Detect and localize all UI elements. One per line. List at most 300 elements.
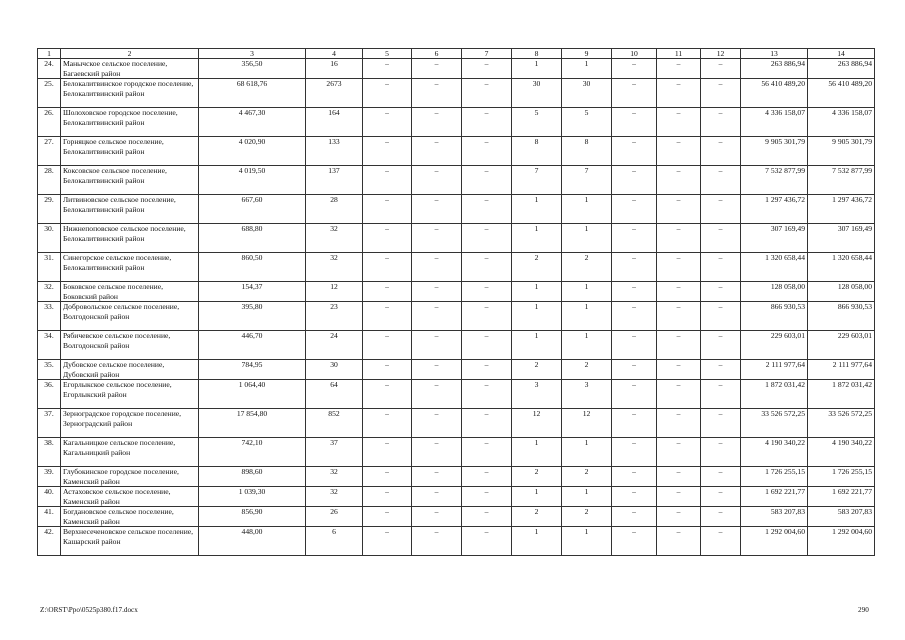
col-12-value: –: [701, 507, 741, 527]
col-10-value: –: [612, 108, 657, 137]
col-14-value: 56 410 489,20: [808, 79, 875, 108]
col-12-value: –: [701, 380, 741, 409]
col-6-value: –: [412, 467, 462, 487]
col-10-value: –: [612, 137, 657, 166]
table-row: [38, 137, 875, 166]
col-13-value: 1 872 031,42: [741, 380, 808, 409]
col-11-value: –: [657, 108, 701, 137]
col-12-value: –: [701, 527, 741, 556]
row-number: 41.: [38, 507, 61, 527]
col-3-value: 667,60: [199, 195, 306, 224]
col-5-value: –: [363, 507, 412, 527]
col-4-value: 12: [306, 282, 363, 302]
settlement-name: Верхнесеченовское сельское поселение, Кашарский район: [61, 527, 199, 556]
col-9-value: 1: [562, 302, 612, 331]
col-7-value: –: [462, 467, 512, 487]
col-4-value: 30: [306, 360, 363, 380]
col-12-value: –: [701, 59, 741, 79]
col-9-value: 1: [562, 195, 612, 224]
col-12-value: –: [701, 79, 741, 108]
col-13-value: 56 410 489,20: [741, 79, 808, 108]
col-5-value: –: [363, 302, 412, 331]
col-10-value: –: [612, 59, 657, 79]
table-row: [38, 507, 875, 527]
col-5-value: –: [363, 282, 412, 302]
col-6-value: –: [412, 195, 462, 224]
settlement-name: Рябичевское сельское поселение, Волгодонской район: [61, 331, 199, 360]
col-14-value: 4 190 340,22: [808, 438, 875, 467]
col-3-value: 1 064,40: [199, 380, 306, 409]
col-13-value: 583 207,83: [741, 507, 808, 527]
col-12-value: –: [701, 137, 741, 166]
header-cell: 3: [199, 49, 306, 59]
col-9-value: 5: [562, 108, 612, 137]
col-14-value: 307 169,49: [808, 224, 875, 253]
col-6-value: –: [412, 59, 462, 79]
col-14-value: 33 526 572,25: [808, 409, 875, 438]
col-5-value: –: [363, 224, 412, 253]
col-5-value: –: [363, 108, 412, 137]
col-6-value: –: [412, 527, 462, 556]
col-3-value: 860,50: [199, 253, 306, 282]
col-11-value: –: [657, 467, 701, 487]
settlement-name: Зерноградское городское поселение, Зерноградский район: [61, 409, 199, 438]
row-number: 40.: [38, 487, 61, 507]
settlement-name: Белокалитвинское городское поселение, Белокалитвинский район: [61, 79, 199, 108]
col-14-value: 1 320 658,44: [808, 253, 875, 282]
col-3-value: 742,10: [199, 438, 306, 467]
col-10-value: –: [612, 195, 657, 224]
table-row: [38, 253, 875, 282]
col-4-value: 26: [306, 507, 363, 527]
row-number: 39.: [38, 467, 61, 487]
col-14-value: 1 292 004,60: [808, 527, 875, 556]
col-6-value: –: [412, 507, 462, 527]
header-row: [38, 49, 875, 59]
col-6-value: –: [412, 253, 462, 282]
col-5-value: –: [363, 253, 412, 282]
col-9-value: 1: [562, 438, 612, 467]
col-3-value: 1 039,30: [199, 487, 306, 507]
table-body: [38, 59, 875, 556]
col-3-value: 446,70: [199, 331, 306, 360]
col-8-value: 8: [512, 137, 562, 166]
col-4-value: 6: [306, 527, 363, 556]
col-5-value: –: [363, 467, 412, 487]
col-10-value: –: [612, 253, 657, 282]
settlement-name: Литвиновское сельское поселение, Белокалитвинский район: [61, 195, 199, 224]
col-14-value: 4 336 158,07: [808, 108, 875, 137]
col-10-value: –: [612, 224, 657, 253]
col-11-value: –: [657, 253, 701, 282]
col-5-value: –: [363, 137, 412, 166]
col-9-value: 1: [562, 59, 612, 79]
col-13-value: 7 532 877,99: [741, 166, 808, 195]
col-12-value: –: [701, 487, 741, 507]
settlement-name: Богдановское сельское поселение, Каменский район: [61, 507, 199, 527]
col-8-value: 2: [512, 360, 562, 380]
settlement-name: Коксовское сельское поселение, Белокалитвинский район: [61, 166, 199, 195]
col-14-value: 1 872 031,42: [808, 380, 875, 409]
col-11-value: –: [657, 137, 701, 166]
col-3-value: 898,60: [199, 467, 306, 487]
col-10-value: –: [612, 302, 657, 331]
col-9-value: 2: [562, 253, 612, 282]
col-14-value: 9 905 301,79: [808, 137, 875, 166]
col-5-value: –: [363, 195, 412, 224]
col-12-value: –: [701, 331, 741, 360]
col-6-value: –: [412, 302, 462, 331]
row-number: 26.: [38, 108, 61, 137]
col-8-value: 2: [512, 507, 562, 527]
col-11-value: –: [657, 302, 701, 331]
col-7-value: –: [462, 79, 512, 108]
col-4-value: 133: [306, 137, 363, 166]
col-8-value: 1: [512, 302, 562, 331]
col-11-value: –: [657, 166, 701, 195]
table-row: [38, 224, 875, 253]
col-5-value: –: [363, 79, 412, 108]
col-14-value: 866 930,53: [808, 302, 875, 331]
col-9-value: 3: [562, 380, 612, 409]
col-6-value: –: [412, 360, 462, 380]
col-11-value: –: [657, 282, 701, 302]
col-8-value: 7: [512, 166, 562, 195]
col-8-value: 1: [512, 59, 562, 79]
col-11-value: –: [657, 224, 701, 253]
col-6-value: –: [412, 380, 462, 409]
col-5-value: –: [363, 409, 412, 438]
col-6-value: –: [412, 224, 462, 253]
header-cell: 14: [808, 49, 875, 59]
col-14-value: 229 603,01: [808, 331, 875, 360]
col-13-value: 1 320 658,44: [741, 253, 808, 282]
table-row: [38, 438, 875, 467]
row-number: 27.: [38, 137, 61, 166]
footer-file-path: Z:\ORST\Ppo\0525p380.f17.docx: [40, 606, 138, 614]
col-4-value: 164: [306, 108, 363, 137]
col-3-value: 448,00: [199, 527, 306, 556]
col-11-value: –: [657, 79, 701, 108]
settlement-name: Дубовское сельское поселение, Дубовский район: [61, 360, 199, 380]
col-3-value: 68 618,76: [199, 79, 306, 108]
col-12-value: –: [701, 224, 741, 253]
col-13-value: 1 292 004,60: [741, 527, 808, 556]
col-4-value: 137: [306, 166, 363, 195]
header-cell: 2: [61, 49, 199, 59]
col-4-value: 2673: [306, 79, 363, 108]
col-8-value: 1: [512, 438, 562, 467]
col-4-value: 852: [306, 409, 363, 438]
col-6-value: –: [412, 79, 462, 108]
col-7-value: –: [462, 195, 512, 224]
col-8-value: 1: [512, 331, 562, 360]
col-10-value: –: [612, 282, 657, 302]
col-13-value: 229 603,01: [741, 331, 808, 360]
col-13-value: 33 526 572,25: [741, 409, 808, 438]
col-12-value: –: [701, 253, 741, 282]
row-number: 28.: [38, 166, 61, 195]
header-cell: 9: [562, 49, 612, 59]
header-cell: 8: [512, 49, 562, 59]
footer-page-number: 290: [858, 606, 869, 614]
col-9-value: 2: [562, 507, 612, 527]
header-cell: 5: [363, 49, 412, 59]
col-13-value: 128 058,00: [741, 282, 808, 302]
header-cell: 10: [612, 49, 657, 59]
col-5-value: –: [363, 487, 412, 507]
col-3-value: 395,80: [199, 302, 306, 331]
settlement-name: Егорлыкское сельское поселение, Егорлыкский район: [61, 380, 199, 409]
table-row: [38, 409, 875, 438]
row-number: 30.: [38, 224, 61, 253]
col-13-value: 9 905 301,79: [741, 137, 808, 166]
col-14-value: 128 058,00: [808, 282, 875, 302]
col-4-value: 37: [306, 438, 363, 467]
col-5-value: –: [363, 166, 412, 195]
settlement-name: Глубокинское городское поселение, Каменский район: [61, 467, 199, 487]
col-12-value: –: [701, 195, 741, 224]
row-number: 42.: [38, 527, 61, 556]
col-9-value: 7: [562, 166, 612, 195]
header-cell: 11: [657, 49, 701, 59]
header-cell: 4: [306, 49, 363, 59]
col-9-value: 8: [562, 137, 612, 166]
col-13-value: 307 169,49: [741, 224, 808, 253]
table-row: [38, 467, 875, 487]
col-6-value: –: [412, 282, 462, 302]
col-12-value: –: [701, 409, 741, 438]
col-9-value: 1: [562, 224, 612, 253]
col-4-value: 16: [306, 59, 363, 79]
col-6-value: –: [412, 487, 462, 507]
col-10-value: –: [612, 166, 657, 195]
col-8-value: 2: [512, 253, 562, 282]
col-3-value: 4 019,50: [199, 166, 306, 195]
col-11-value: –: [657, 507, 701, 527]
table-row: [38, 331, 875, 360]
col-9-value: 30: [562, 79, 612, 108]
header-cell: 1: [38, 49, 61, 59]
col-4-value: 32: [306, 487, 363, 507]
col-12-value: –: [701, 166, 741, 195]
row-number: 29.: [38, 195, 61, 224]
settlement-name: Боковское сельское поселение, Боковский район: [61, 282, 199, 302]
col-7-value: –: [462, 380, 512, 409]
col-5-value: –: [363, 59, 412, 79]
col-12-value: –: [701, 467, 741, 487]
col-4-value: 23: [306, 302, 363, 331]
col-11-value: –: [657, 409, 701, 438]
col-10-value: –: [612, 409, 657, 438]
col-3-value: 688,80: [199, 224, 306, 253]
col-4-value: 32: [306, 253, 363, 282]
col-5-value: –: [363, 380, 412, 409]
col-8-value: 5: [512, 108, 562, 137]
col-8-value: 1: [512, 527, 562, 556]
row-number: 36.: [38, 380, 61, 409]
col-12-value: –: [701, 282, 741, 302]
col-6-value: –: [412, 331, 462, 360]
col-7-value: –: [462, 253, 512, 282]
col-7-value: –: [462, 302, 512, 331]
table-row: [38, 59, 875, 79]
col-5-value: –: [363, 438, 412, 467]
col-4-value: 64: [306, 380, 363, 409]
col-10-value: –: [612, 360, 657, 380]
col-8-value: 1: [512, 487, 562, 507]
col-6-value: –: [412, 137, 462, 166]
col-6-value: –: [412, 166, 462, 195]
col-13-value: 263 886,94: [741, 59, 808, 79]
col-3-value: 4 467,30: [199, 108, 306, 137]
col-13-value: 4 336 158,07: [741, 108, 808, 137]
row-number: 35.: [38, 360, 61, 380]
settlement-name: Шолоховское городское поселение, Белокалитвинский район: [61, 108, 199, 137]
col-7-value: –: [462, 108, 512, 137]
col-13-value: 1 297 436,72: [741, 195, 808, 224]
row-number: 24.: [38, 59, 61, 79]
col-11-value: –: [657, 438, 701, 467]
table-row: [38, 487, 875, 507]
header-cell: 13: [741, 49, 808, 59]
row-number: 31.: [38, 253, 61, 282]
settlement-name: Синегорское сельское поселение, Белокалитвинский район: [61, 253, 199, 282]
col-13-value: 1 726 255,15: [741, 467, 808, 487]
col-5-value: –: [363, 360, 412, 380]
col-13-value: 2 111 977,64: [741, 360, 808, 380]
col-5-value: –: [363, 527, 412, 556]
col-8-value: 3: [512, 380, 562, 409]
row-number: 25.: [38, 79, 61, 108]
table-row: [38, 302, 875, 331]
col-14-value: 1 692 221,77: [808, 487, 875, 507]
col-12-value: –: [701, 302, 741, 331]
col-3-value: 356,50: [199, 59, 306, 79]
row-number: 33.: [38, 302, 61, 331]
col-4-value: 24: [306, 331, 363, 360]
col-10-value: –: [612, 507, 657, 527]
col-10-value: –: [612, 438, 657, 467]
col-9-value: 2: [562, 360, 612, 380]
col-8-value: 1: [512, 195, 562, 224]
table-row: [38, 360, 875, 380]
col-7-value: –: [462, 487, 512, 507]
col-12-value: –: [701, 360, 741, 380]
col-11-value: –: [657, 59, 701, 79]
header-cell: 7: [462, 49, 512, 59]
col-13-value: 4 190 340,22: [741, 438, 808, 467]
header-cell: 12: [701, 49, 741, 59]
col-14-value: 7 532 877,99: [808, 166, 875, 195]
col-14-value: 1 297 436,72: [808, 195, 875, 224]
col-11-value: –: [657, 195, 701, 224]
col-7-value: –: [462, 282, 512, 302]
col-8-value: 1: [512, 282, 562, 302]
col-7-value: –: [462, 331, 512, 360]
col-8-value: 12: [512, 409, 562, 438]
row-number: 37.: [38, 409, 61, 438]
col-10-value: –: [612, 79, 657, 108]
header-cell: 6: [412, 49, 462, 59]
col-9-value: 1: [562, 527, 612, 556]
col-10-value: –: [612, 331, 657, 360]
col-10-value: –: [612, 527, 657, 556]
col-10-value: –: [612, 467, 657, 487]
col-10-value: –: [612, 380, 657, 409]
col-3-value: 784,95: [199, 360, 306, 380]
col-7-value: –: [462, 507, 512, 527]
table-row: [38, 380, 875, 409]
settlement-name: Горняцкое сельское поселение, Белокалитвинский район: [61, 137, 199, 166]
col-11-value: –: [657, 360, 701, 380]
col-11-value: –: [657, 487, 701, 507]
col-3-value: 4 020,90: [199, 137, 306, 166]
col-12-value: –: [701, 438, 741, 467]
settlement-name: Манычское сельское поселение, Багаевский район: [61, 59, 199, 79]
col-7-value: –: [462, 409, 512, 438]
col-10-value: –: [612, 487, 657, 507]
col-9-value: 1: [562, 331, 612, 360]
col-3-value: 17 854,80: [199, 409, 306, 438]
col-5-value: –: [363, 331, 412, 360]
settlement-name: Кагальницкое сельское поселение, Кагальницкий район: [61, 438, 199, 467]
row-number: 32.: [38, 282, 61, 302]
col-14-value: 1 726 255,15: [808, 467, 875, 487]
col-9-value: 2: [562, 467, 612, 487]
col-4-value: 32: [306, 224, 363, 253]
row-number: 38.: [38, 438, 61, 467]
col-11-value: –: [657, 331, 701, 360]
col-6-value: –: [412, 108, 462, 137]
col-4-value: 32: [306, 467, 363, 487]
settlement-name: Астаховское сельское поселение, Каменский район: [61, 487, 199, 507]
col-9-value: 12: [562, 409, 612, 438]
col-7-value: –: [462, 224, 512, 253]
col-13-value: 1 692 221,77: [741, 487, 808, 507]
table-row: [38, 527, 875, 556]
table-row: [38, 195, 875, 224]
settlement-name: Нижнепоповское сельское поселение, Белокалитвинский район: [61, 224, 199, 253]
col-7-value: –: [462, 59, 512, 79]
col-8-value: 1: [512, 224, 562, 253]
col-8-value: 2: [512, 467, 562, 487]
col-14-value: 583 207,83: [808, 507, 875, 527]
col-3-value: 154,37: [199, 282, 306, 302]
data-table: [37, 48, 875, 556]
col-7-value: –: [462, 166, 512, 195]
col-9-value: 1: [562, 487, 612, 507]
col-11-value: –: [657, 527, 701, 556]
col-12-value: –: [701, 108, 741, 137]
col-8-value: 30: [512, 79, 562, 108]
col-9-value: 1: [562, 282, 612, 302]
row-number: 34.: [38, 331, 61, 360]
col-7-value: –: [462, 137, 512, 166]
table-row: [38, 108, 875, 137]
col-6-value: –: [412, 438, 462, 467]
table-row: [38, 79, 875, 108]
col-11-value: –: [657, 380, 701, 409]
col-3-value: 856,90: [199, 507, 306, 527]
col-4-value: 28: [306, 195, 363, 224]
col-7-value: –: [462, 527, 512, 556]
col-7-value: –: [462, 438, 512, 467]
col-13-value: 866 930,53: [741, 302, 808, 331]
col-6-value: –: [412, 409, 462, 438]
settlement-name: Добровольское сельское поселение, Волгодонской район: [61, 302, 199, 331]
table-row: [38, 282, 875, 302]
